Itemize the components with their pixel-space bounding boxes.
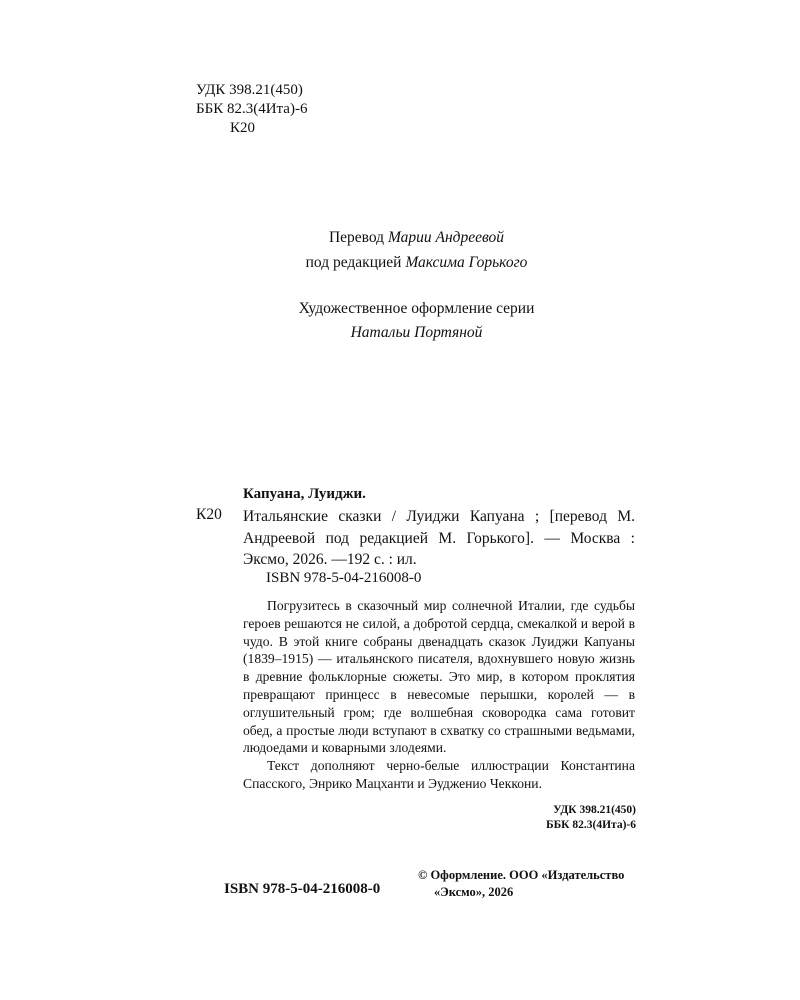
bibliographic-description: Итальянские сказки / Луиджи Капуана ; [перевод М. Андреевой под редакцией М. Горького]. — Москва : Эксмо, 2026. —192 с. : ил. — [243, 508, 635, 568]
annotation — [243, 597, 635, 793]
translation-credit — [0, 229, 800, 247]
catalog-author-heading: Капуана, Луиджи. — [243, 486, 366, 502]
editor-credit — [0, 254, 800, 272]
series-design-label: Художественное оформление серии — [298, 300, 535, 317]
translation-prefix: Перевод — [328, 229, 385, 246]
editing-prefix: под редакцией — [305, 254, 402, 271]
copyright-notice — [418, 867, 648, 901]
footer-udk-code: УДК 398.21(450) — [553, 804, 636, 816]
udk-code: УДК 398.21(450) — [196, 82, 303, 98]
editor-name: Максима Горького — [405, 254, 528, 271]
series-designer-name: Натальи Портяной — [350, 324, 483, 341]
catalog-isbn: ISBN 978-5-04-216008-0 — [266, 570, 422, 586]
footer-isbn: ISBN 978-5-04-216008-0 — [224, 881, 381, 897]
copyright-line: © Оформление. ООО «Издательство — [418, 868, 625, 882]
translator-name: Марии Андреевой — [387, 229, 505, 246]
annotation-paragraph: Погрузитесь в сказочный мир солнечной Италии, где судьбы героев решаются не силой, а добротой сердца, смекалкой и верой в чудо. В этой книге собраны двенадцать сказок Луиджи Капуаны (1839–1915) — итальянского писателя, вдохнувшего новую жизнь в древние фольклорные сюжеты. Это мир, в котором проклятия превращают принцесс в невесомые перышки, королей — в оглушительный гром; где волшебная сковородка сама готовит обед, а простые люди вступают в схватку со страшными ведьмами, людоедами и коварными злодеями. — [243, 598, 635, 756]
author-mark: К20 — [230, 120, 256, 136]
bbk-code: ББК 82.3(4Ита)-6 — [196, 101, 308, 117]
classification-block — [196, 81, 307, 138]
classification-footer — [420, 803, 636, 833]
footer-bbk-code: ББК 82.3(4Ита)-6 — [545, 819, 636, 831]
copyright-line: «Эксмо», 2026 — [434, 885, 514, 899]
catalog-code: К20 — [196, 506, 222, 523]
series-designer — [0, 324, 800, 342]
annotation-paragraph: Текст дополняют черно-белые иллюстрации Константина Спасского, Энрико Мацханти и Эудженио Чеккони. — [243, 758, 635, 791]
